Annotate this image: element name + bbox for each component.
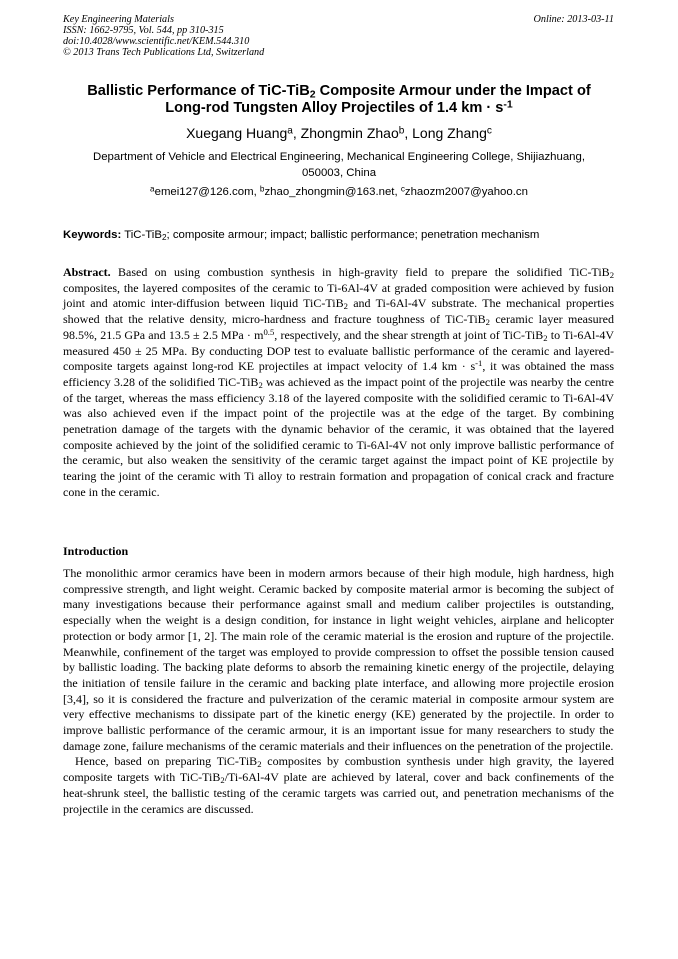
journal-copyright: © 2013 Trans Tech Publications Ltd, Switzerland — [63, 47, 265, 58]
journal-issn: ISSN: 1662-9795, Vol. 544, pp 310-315 — [63, 25, 224, 36]
journal-name: Key Engineering Materials — [63, 14, 174, 25]
keywords-label: Keywords: — [63, 229, 122, 241]
author-list — [40, 125, 638, 142]
author-emails: $^a$emei127@126.com, $^b$zhao_zhongmin@163.net, $^c$zhaozm2007@yahoo.cn — [150, 184, 528, 198]
affiliation: Department of Vehicle and Electrical Engineering, Mechanical Engineering College, Shijiazhuang, 050003, China — [93, 151, 585, 179]
author: Long Zhang$^c$ — [412, 125, 492, 141]
paragraph: Hence, based on preparing TiC-TiB$_2$ composites by combustion synthesis under high gravity, the layered composite targets with TiC-TiB$_2$/Ti-6Al-4V plate are achieved by lateral, cover and back confinements of the heat-shrunk steel, the ballistic testing of the ceramic targets was carried out, and penetration mechanisms of the projectile in the ceramics are discussed. — [63, 754, 615, 816]
online-date: Online: 2013-03-11 — [533, 14, 614, 25]
paragraph: The monolithic armor ceramics have been in modern armors because of their high module, high hardness, high compressive strength, and light weight. Ceramic backed by composite material armor is becoming the subject of many investigations because their performance against small and medium caliber projectiles is outstanding, especially when the weight is a design condition, for instance in light weight vehicles, airplane and helicopter protection or body armor [1, 2]. The main role of the ceramic material is the erosion and rupture of the projectile. Meanwhile, confinement of the target was employed to provide compression to offset the possible tension caused by ballistic loading. The backing plate deforms to absorb the remaining kinetic energy of the projectile, delaying the initiation of tensile failure in the ceramic and backing plate interface, and allowing more projectile erosion [3,4], so it is considered the fracture and pulverization of the ceramic material in composite armour system are very effective mechanisms to dissipate part of the kinetic energy (KE) generated by the projectile. In order to improve ballistic performance of the ceramic armour, it is an important issue for many researchers to study the damage zone, failure mechanisms of the ceramic materials and their influences on the penetration of the projectile. — [63, 566, 614, 753]
abstract: Abstract. Based on using combustion synthesis in high-gravity field to prepare the solidified TiC-TiB$_2$ composites, the layered composites of the ceramic to Ti-6Al-4V at graded composition were achieved by fusion joint and atomic inter-diffusion between liquid TiC-TiB$_2$ and Ti-6Al-4V substrate. The mechanical properties showed that the relative density, micro-hardness and fracture toughness of TiC-TiB$_2$ ceramic layer measured 98.5%, 21.5 GPa and 13.5 ± 2.5 MPa · $m^{0.5}$, respectively, and the shear strength at joint of TiC-TiB$_2$ to Ti-6Al-4V measured 450 ± 25 MPa. By conducting DOP test to evaluate ballistic performance of the ceramic and layered-composite targets against long-rod KE projectiles at impact velocity of 1.4 km · $s^{-1}$, it was obtained the mass efficiency 3.28 of the solidified TiC-TiB$_2$ was achieved as the impact point of the projectile was nearby the centre of the target, whereas the mass efficiency 3.18 of the layered composite with the solidified ceramic to Ti-6Al-4V was also achieved even if the impact point of the projectile was at the edge of the target. By combining penetration damage of the targets with the dynamic behavior of the ceramic, it was obtained that the layered composite achieved by the joint of the solidified ceramic to Ti-6Al-4V not only improve ballistic performance of the ceramic, but also weaken the sensitivity of the ceramic target against the impact point of KE projectile by tearing the joint of the ceramic with Ti alloy to restrain formation and propagation of conical crack and fracture cone in the ceramic. — [63, 265, 614, 499]
email-link[interactable]: $^b$zhao_zhongmin@163.net — [259, 184, 395, 198]
section-heading-introduction: Introduction — [63, 544, 129, 558]
abstract-label: Abstract. — [63, 265, 111, 279]
author: Zhongmin Zhao$^b$, — [300, 125, 413, 141]
journal-header — [63, 14, 264, 58]
keywords: Keywords: TiC-TiB$_2$; composite armour; impact; ballistic performance; penetration mechanism — [63, 229, 540, 243]
email-link[interactable]: $^c$zhaozm2007@yahoo.cn — [400, 184, 528, 198]
paper-title: Ballistic Performance of TiC-TiB$_2$ Composite Armour under the Impact of Long-rod Tungsten Alloy Projectiles of 1.4 km · $s^{-1}$ — [87, 83, 591, 116]
journal-doi: doi:10.4028/www.scientific.net/KEM.544.310 — [63, 36, 250, 47]
author: Xuegang Huang$^a$, — [186, 125, 301, 141]
introduction-body — [63, 566, 614, 817]
email-link[interactable]: $^a$emei127@126.com — [150, 184, 254, 198]
